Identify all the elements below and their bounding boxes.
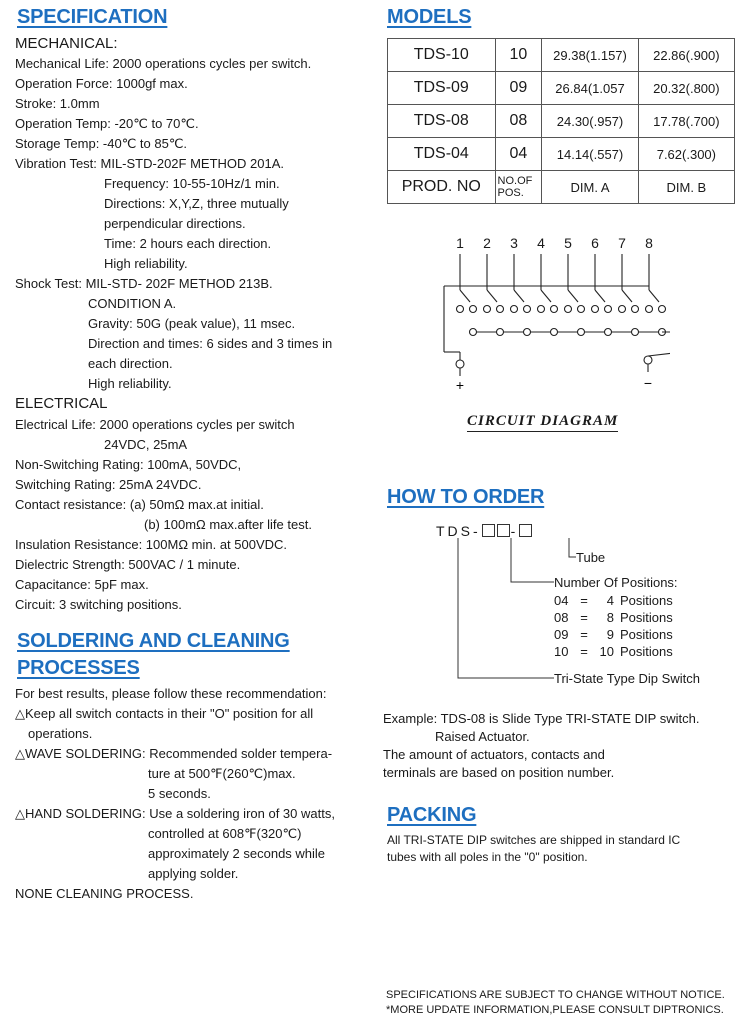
header-no-of-pos	[495, 171, 542, 204]
position-n: 10	[554, 644, 569, 659]
header-dim-a: DIM. A	[542, 171, 638, 204]
position-v: 4	[606, 593, 614, 608]
contact-bottom	[524, 329, 531, 336]
order-code-prefix: TDS-	[436, 523, 481, 539]
pin-label: 1	[456, 235, 464, 251]
position-label: Positions	[620, 644, 673, 659]
contact-top	[457, 306, 464, 313]
text-line: NONE CLEANING PROCESS.	[15, 886, 194, 901]
model-row	[388, 72, 735, 105]
text-line: Shock Test: MIL-STD- 202F METHOD 213B.	[15, 276, 273, 291]
contact-top	[551, 306, 558, 313]
text-line: controlled at 608℉(320℃)	[148, 826, 302, 841]
model-dim-b: 17.78(.700)	[638, 105, 734, 138]
model-dim-b: 7.62(.300)	[638, 138, 734, 171]
contact-top	[592, 306, 599, 313]
specification-heading: SPECIFICATION	[17, 6, 168, 28]
model-positions: 04	[495, 138, 542, 171]
position-option	[554, 626, 673, 643]
text-line: Dielectric Strength: 500VAC / 1 minute.	[15, 557, 241, 572]
pin-label: 2	[483, 235, 491, 251]
text-line: For best results, please follow these recommendation:	[15, 686, 327, 701]
tube-box	[519, 524, 532, 537]
contact-bottom	[632, 329, 639, 336]
models-header-row	[388, 171, 735, 204]
text-line: Storage Temp: -40℃ to 85℃.	[15, 136, 188, 151]
text-line: Direction and times: 6 sides and 3 times in	[88, 336, 333, 351]
models-table	[387, 38, 735, 204]
contact-bottom	[470, 329, 477, 336]
position-option	[554, 592, 673, 609]
switch-blade	[622, 290, 632, 302]
models-heading: MODELS	[387, 6, 472, 28]
text-line: Circuit: 3 switching positions.	[15, 597, 182, 612]
text-line: Directions: X,Y,Z, three mutually	[104, 196, 289, 211]
model-prod-no: TDS-09	[388, 72, 496, 105]
plus-terminal	[456, 360, 464, 368]
model-dim-b: 22.86(.900)	[638, 39, 734, 72]
position-eq: =	[580, 627, 588, 642]
text-line: △Keep all switch contacts in their "O" position for all	[15, 706, 314, 721]
contact-top	[646, 306, 653, 313]
model-dim-b: 20.32(.800)	[638, 72, 734, 105]
position-n: 09	[554, 627, 569, 642]
position-label: Positions	[620, 610, 673, 625]
text-line: Capacitance: 5pF max.	[15, 577, 149, 592]
contact-bottom	[605, 329, 612, 336]
plus-terminal-label: +	[455, 377, 465, 393]
text-line: ture at 500℉(260℃)max.	[148, 766, 296, 781]
switch-blade	[487, 290, 497, 302]
header-pos-line1: NO.OF	[497, 175, 533, 187]
switch-blade	[460, 290, 470, 302]
model-row	[388, 138, 735, 171]
text-line: △HAND SOLDERING: Use a soldering iron of 30 watts,	[15, 806, 335, 821]
position-label: Positions	[620, 627, 673, 642]
soldering-heading-line2: PROCESSES	[17, 657, 140, 679]
minus-stem	[648, 352, 670, 356]
text-line: Operation Temp: -20℃ to 70℃.	[15, 116, 199, 131]
text-line: 5 seconds.	[148, 786, 211, 801]
footer-notice: SPECIFICATIONS ARE SUBJECT TO CHANGE WITHOUT NOTICE.	[386, 989, 725, 1001]
position-option	[554, 609, 673, 626]
position-eq: =	[580, 644, 588, 659]
contact-top	[470, 306, 477, 313]
text-line: terminals are based on position number.	[383, 765, 615, 780]
contact-top	[578, 306, 585, 313]
packing-heading: PACKING	[387, 804, 477, 826]
model-positions: 08	[495, 105, 542, 138]
contact-top	[659, 306, 666, 313]
text-line: Non-Switching Rating: 100mA, 50VDC,	[15, 457, 242, 472]
positions-list	[554, 592, 673, 660]
contact-top	[605, 306, 612, 313]
contact-top	[538, 306, 545, 313]
contact-top	[619, 306, 626, 313]
text-line: High reliability.	[104, 256, 188, 271]
pin-label: 8	[645, 235, 653, 251]
text-line: High reliability.	[88, 376, 172, 391]
number-of-positions-label: Number Of Positions:	[554, 575, 678, 590]
switch-blade	[568, 290, 578, 302]
minus-terminal	[644, 356, 652, 364]
circuit-diagram-caption: CIRCUIT DIAGRAM	[467, 413, 618, 432]
pin-label: 3	[510, 235, 518, 251]
electrical-heading: ELECTRICAL	[15, 395, 108, 412]
header-dim-b: DIM. B	[638, 171, 734, 204]
model-dim-a: 24.30(.957)	[542, 105, 638, 138]
text-line: Stroke: 1.0mm	[15, 96, 100, 111]
text-line: Frequency: 10-55-10Hz/1 min.	[104, 176, 280, 191]
pin-label: 5	[564, 235, 572, 251]
switch-blade	[541, 290, 551, 302]
contact-top	[497, 306, 504, 313]
text-line: each direction.	[88, 356, 173, 371]
text-line: △WAVE SOLDERING: Recommended solder tempera-	[15, 746, 333, 761]
contact-bottom	[551, 329, 558, 336]
contact-bottom	[578, 329, 585, 336]
position-label: Positions	[620, 593, 673, 608]
position-option	[554, 643, 673, 660]
contact-top	[511, 306, 518, 313]
text-line: operations.	[28, 726, 93, 741]
text-line: Switching Rating: 25mA 24VDC.	[15, 477, 202, 492]
position-box	[497, 524, 510, 537]
model-prod-no: TDS-08	[388, 105, 496, 138]
pin-label: 4	[537, 235, 545, 251]
position-n: 04	[554, 593, 569, 608]
text-line: 24VDC, 25mA	[104, 437, 188, 452]
text-line: (b) 100mΩ max.after life test.	[144, 517, 312, 532]
minus-lead	[662, 320, 670, 352]
tri-state-type-label: Tri-State Type Dip Switch	[554, 671, 700, 686]
text-line: Time: 2 hours each direction.	[104, 236, 272, 251]
text-line: Raised Actuator.	[435, 729, 530, 744]
footer-update-info: *MORE UPDATE INFORMATION,PLEASE CONSULT DIPTRONICS.	[386, 1004, 724, 1016]
position-v: 8	[606, 610, 614, 625]
switch-blade	[649, 290, 659, 302]
text-line: The amount of actuators, contacts and	[383, 747, 605, 762]
text-line: Electrical Life: 2000 operations cycles per switch	[15, 417, 295, 432]
order-code	[436, 523, 533, 539]
switch-blade	[514, 290, 524, 302]
packing-line-1: All TRI-STATE DIP switches are shipped in standard IC	[387, 833, 681, 847]
position-v: 9	[606, 627, 614, 642]
how-to-order-heading: HOW TO ORDER	[387, 486, 545, 508]
pin-label: 6	[591, 235, 599, 251]
contact-top	[565, 306, 572, 313]
text-line: Gravity: 50G (peak value), 11 msec.	[88, 316, 296, 331]
position-box	[482, 524, 495, 537]
contact-top	[632, 306, 639, 313]
text-line: Insulation Resistance: 100MΩ min. at 500VDC.	[15, 537, 288, 552]
minus-terminal-label: −	[643, 375, 653, 391]
position-eq: =	[580, 610, 588, 625]
model-row	[388, 105, 735, 138]
mechanical-heading: MECHANICAL:	[15, 35, 118, 52]
header-prod-no: PROD. NO	[388, 171, 496, 204]
switch-blade	[595, 290, 605, 302]
circuit-diagram	[430, 232, 670, 402]
model-dim-a: 29.38(1.157)	[542, 39, 638, 72]
text-line: CONDITION A.	[88, 296, 177, 311]
soldering-heading-line1: SOLDERING AND CLEANING	[17, 630, 290, 652]
contact-top	[524, 306, 531, 313]
contact-bottom	[497, 329, 504, 336]
text-line: Operation Force: 1000gf max.	[15, 76, 188, 91]
position-v: 10	[599, 644, 614, 659]
text-line: Mechanical Life: 2000 operations cycles per switch.	[15, 56, 312, 71]
model-positions: 10	[495, 39, 542, 72]
position-n: 08	[554, 610, 569, 625]
text-line: perpendicular directions.	[104, 216, 246, 231]
text-line: Vibration Test: MIL-STD-202F METHOD 201A.	[15, 156, 285, 171]
model-prod-no: TDS-04	[388, 138, 496, 171]
model-positions: 09	[495, 72, 542, 105]
model-dim-a: 26.84(1.057	[542, 72, 638, 105]
packing-line-2: tubes with all poles in the "0" position.	[387, 850, 588, 864]
model-dim-a: 14.14(.557)	[542, 138, 638, 171]
order-code-dash: -	[510, 523, 519, 539]
header-pos-line2: POS.	[497, 187, 524, 199]
text-line: Contact resistance: (a) 50mΩ max.at initial.	[15, 497, 264, 512]
tube-label: Tube	[576, 550, 606, 565]
text-line: applying solder.	[148, 866, 239, 881]
pin-label: 7	[618, 235, 626, 251]
model-row	[388, 39, 735, 72]
model-prod-no: TDS-10	[388, 39, 496, 72]
text-line: Example: TDS-08 is Slide Type TRI-STATE DIP switch.	[383, 711, 700, 726]
position-eq: =	[580, 593, 588, 608]
text-line: approximately 2 seconds while	[148, 846, 326, 861]
contact-top	[484, 306, 491, 313]
